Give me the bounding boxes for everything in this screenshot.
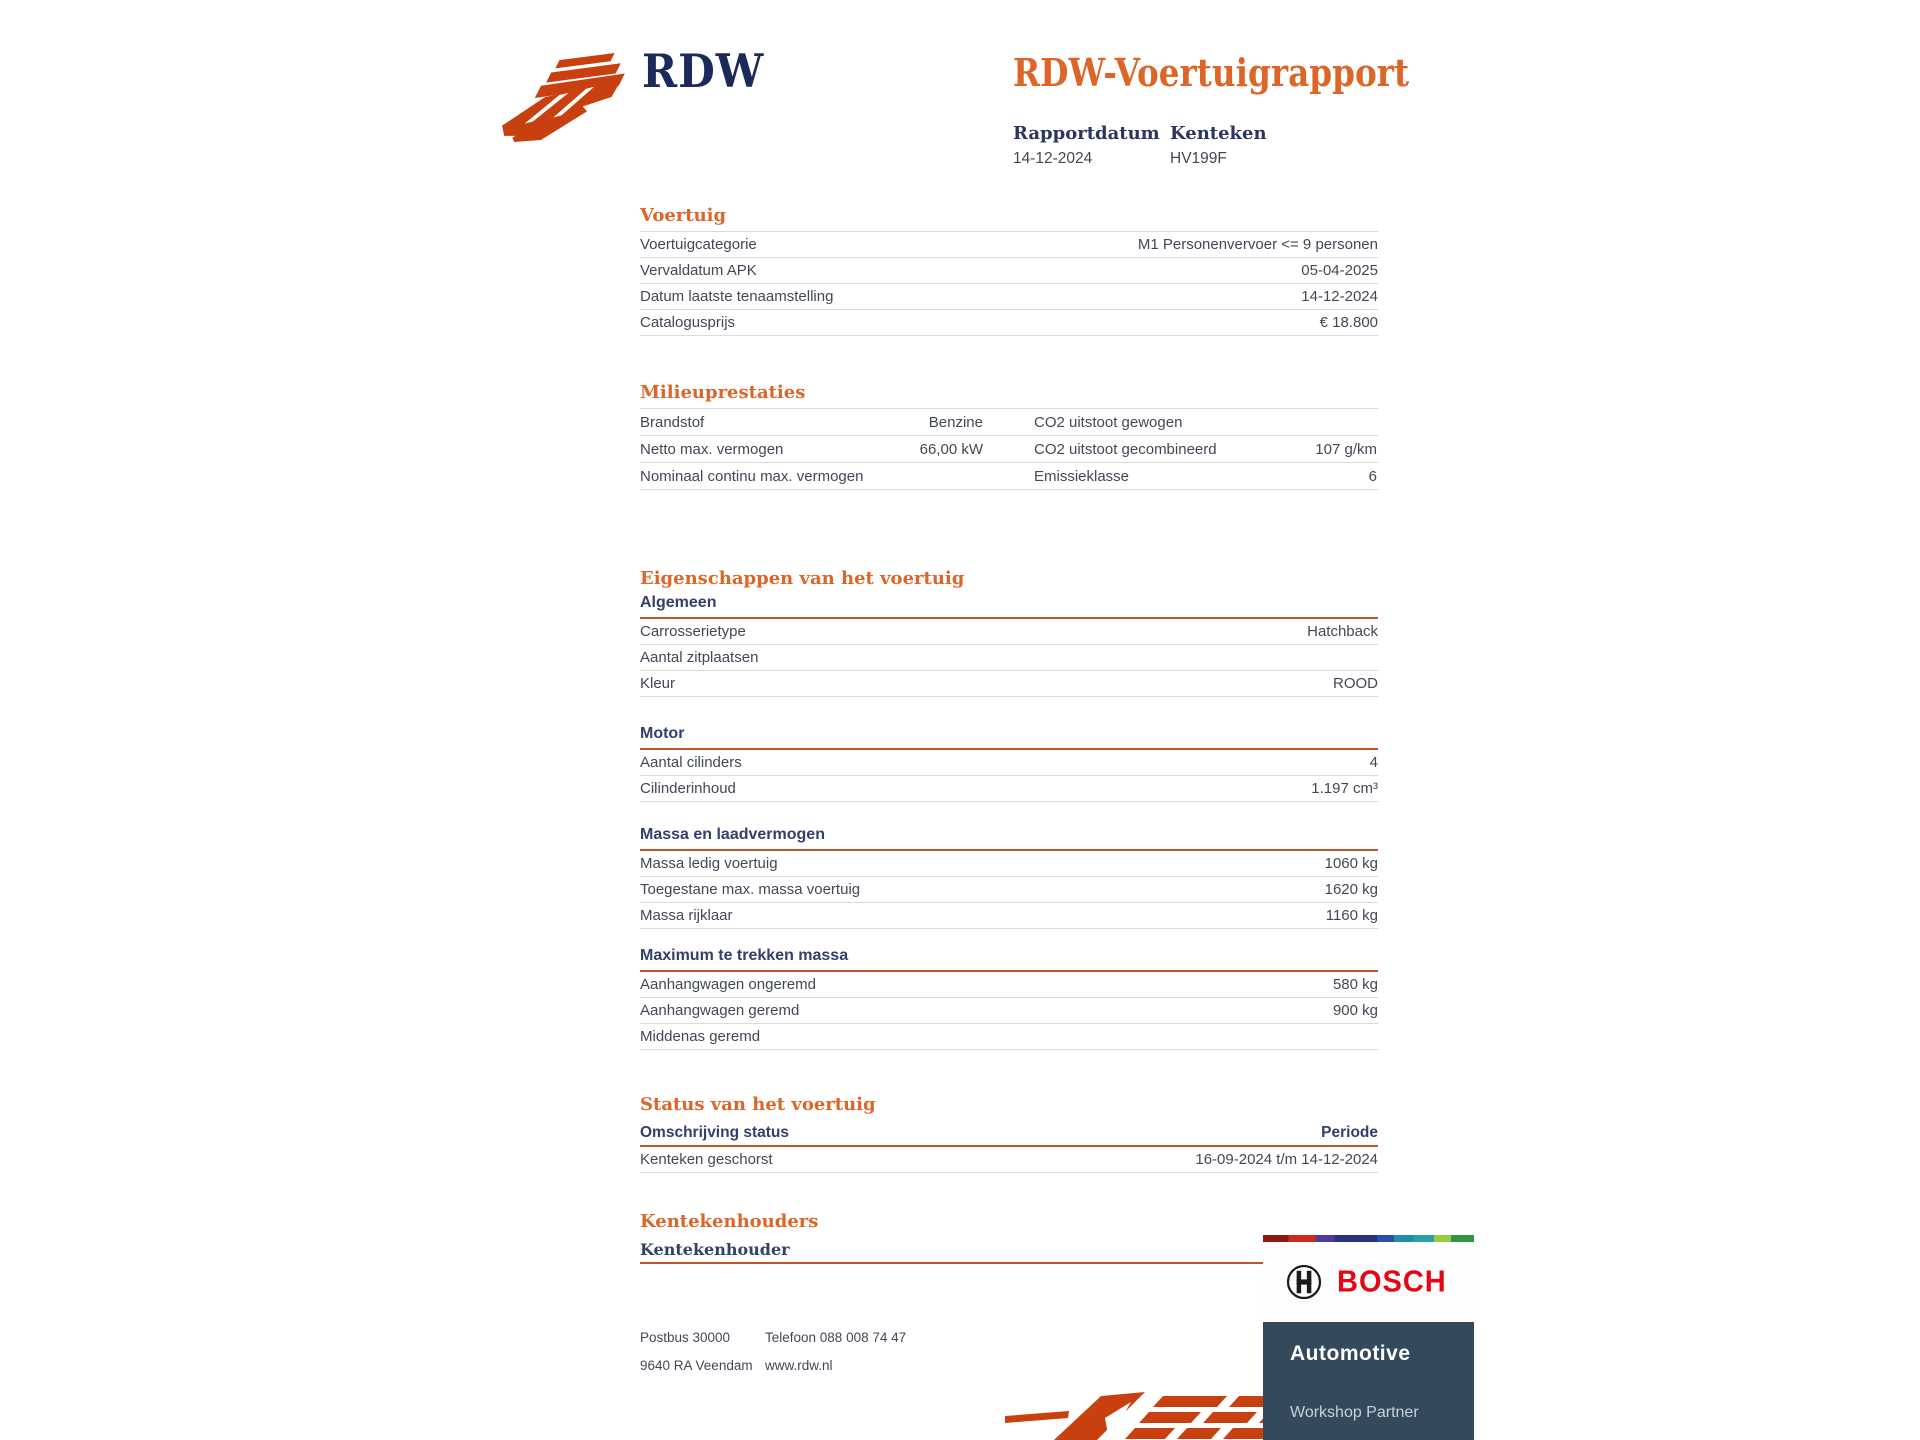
status-table-header (640, 1120, 1378, 1147)
row-value: 1.197 cm³ (1311, 780, 1378, 797)
report-body (640, 205, 1378, 1264)
row-label: Vervaldatum APK (640, 262, 757, 279)
bosch-armature-icon (1285, 1263, 1323, 1301)
row-label: Nominaal continu max. vermogen (640, 467, 864, 485)
subsection-heading: Massa en laadvermogen (640, 826, 1378, 851)
row-value: 900 kg (1332, 1002, 1378, 1019)
subsection-motor (640, 725, 1378, 802)
subsection-heading: Maximum te trekken massa (640, 947, 1378, 972)
footer-city: 9640 RA Veendam (640, 1358, 753, 1373)
table-row (640, 284, 1378, 310)
row-value: ROOD (1333, 675, 1378, 692)
row-value: 6 (1368, 467, 1377, 485)
section-milieuprestaties (640, 382, 1378, 490)
plate-label: Kenteken (1170, 123, 1267, 144)
bosch-supergraphic-stripe (1263, 1235, 1474, 1242)
subsection-massa (640, 826, 1378, 929)
subsection-trekken-massa (640, 947, 1378, 1050)
row-label: Middenas geremd (640, 1028, 761, 1045)
section-heading: Kentekenhouders (640, 1211, 819, 1232)
row-value: 107 g/km (1315, 440, 1377, 458)
column-header: Periode (1321, 1123, 1378, 1141)
bosch-partner-label: Workshop Partner (1290, 1404, 1419, 1421)
table-row (640, 463, 1378, 490)
subsection-heading: Algemeen (640, 594, 1378, 619)
algemeen-table (640, 619, 1378, 697)
row-label: Aanhangwagen geremd (640, 1002, 800, 1019)
column-header: Omschrijving status (640, 1123, 790, 1141)
trekken-table (640, 972, 1378, 1050)
report-meta (1013, 123, 1474, 168)
subsection-heading: Motor (640, 725, 1378, 750)
row-label: Kleur (640, 675, 676, 692)
section-voertuig (640, 205, 1378, 336)
motor-table (640, 750, 1378, 802)
row-label: Netto max. vermogen (640, 440, 784, 458)
table-row (640, 645, 1378, 671)
row-value: 14-12-2024 (1301, 288, 1378, 305)
footer-po-box: Postbus 30000 (640, 1330, 731, 1345)
table-row (640, 776, 1378, 802)
table-row (640, 903, 1378, 929)
row-label: Aanhangwagen ongeremd (640, 976, 816, 993)
plate-value: HV199F (1170, 150, 1227, 167)
column-header: Kentekenhouder (640, 1240, 790, 1259)
row-label: Cilinderinhoud (640, 780, 736, 797)
report-date-label: Rapportdatum (1013, 123, 1160, 144)
row-value: Hatchback (1307, 623, 1378, 640)
table-row (640, 972, 1378, 998)
row-label: Aantal cilinders (640, 754, 742, 771)
footer-website: www.rdw.nl (765, 1358, 833, 1373)
footer-address (640, 1330, 765, 1386)
footer-contact (765, 1330, 906, 1386)
table-row (640, 436, 1378, 463)
table-row (640, 258, 1378, 284)
table-row (640, 851, 1378, 877)
row-label: Carrosserietype (640, 623, 746, 640)
row-value: 16-09-2024 t/m 14-12-2024 (1195, 1151, 1378, 1168)
rdw-logotype: RDW (642, 44, 765, 98)
row-label: Brandstof (640, 413, 705, 431)
section-heading: Milieuprestaties (640, 382, 806, 403)
table-row (640, 877, 1378, 903)
row-label: Massa ledig voertuig (640, 855, 778, 872)
report-title: RDW-Voertuigrapport (1013, 50, 1410, 95)
table-row (640, 1147, 1378, 1173)
footer-phone: Telefoon 088 008 74 47 (765, 1330, 907, 1345)
table-row (640, 310, 1378, 336)
bosch-division-label: Automotive (1290, 1342, 1411, 1365)
row-value: 1160 kg (1325, 907, 1378, 924)
section-status (640, 1094, 1378, 1173)
massa-table (640, 851, 1378, 929)
row-label: Datum laatste tenaamstelling (640, 288, 834, 305)
bosch-wordmark: BOSCH (1337, 1264, 1447, 1299)
report-header (1013, 50, 1474, 168)
voertuig-table (640, 231, 1378, 336)
subsection-algemeen (640, 594, 1378, 697)
row-label: Catalogusprijs (640, 314, 736, 331)
row-value: 66,00 kW (919, 440, 983, 458)
table-row (640, 232, 1378, 258)
bosch-division-panel (1263, 1322, 1474, 1440)
table-row (640, 1024, 1378, 1050)
row-label: Massa rijklaar (640, 907, 733, 924)
row-value: € 18.800 (1319, 314, 1378, 331)
milieu-table (640, 408, 1378, 490)
bosch-partner-card (1263, 1235, 1474, 1440)
status-table (640, 1147, 1378, 1173)
row-value: 4 (1369, 754, 1378, 771)
table-row (640, 671, 1378, 697)
row-value: 580 kg (1332, 976, 1378, 993)
plate-block (1170, 123, 1267, 168)
section-heading: Eigenschappen van het voertuig (640, 568, 965, 589)
bosch-logo (1263, 1242, 1474, 1322)
row-label: Emissieklasse (1034, 467, 1130, 485)
table-row (640, 998, 1378, 1024)
footer (640, 1330, 906, 1386)
table-row (640, 619, 1378, 645)
row-value: 05-04-2025 (1301, 262, 1378, 279)
row-label: CO2 uitstoot gecombineerd (1034, 440, 1217, 458)
row-label: Toegestane max. massa voertuig (640, 881, 861, 898)
report-date-value: 14-12-2024 (1013, 150, 1093, 167)
row-label: CO2 uitstoot gewogen (1034, 413, 1183, 431)
table-row (640, 750, 1378, 776)
row-value: 1620 kg (1324, 881, 1378, 898)
row-value: Benzine (928, 413, 983, 431)
report-date-block (1013, 123, 1170, 168)
row-label: Kenteken geschorst (640, 1151, 773, 1168)
row-value: 1060 kg (1324, 855, 1378, 872)
section-eigenschappen (640, 568, 1378, 1050)
row-label: Aantal zitplaatsen (640, 649, 759, 666)
row-label: Voertuigcategorie (640, 236, 757, 253)
section-heading: Status van het voertuig (640, 1094, 876, 1115)
rdw-wing-icon (500, 52, 628, 142)
table-row (640, 409, 1378, 436)
section-heading: Voertuig (640, 205, 727, 226)
row-value: M1 Personenvervoer <= 9 personen (1137, 236, 1378, 253)
